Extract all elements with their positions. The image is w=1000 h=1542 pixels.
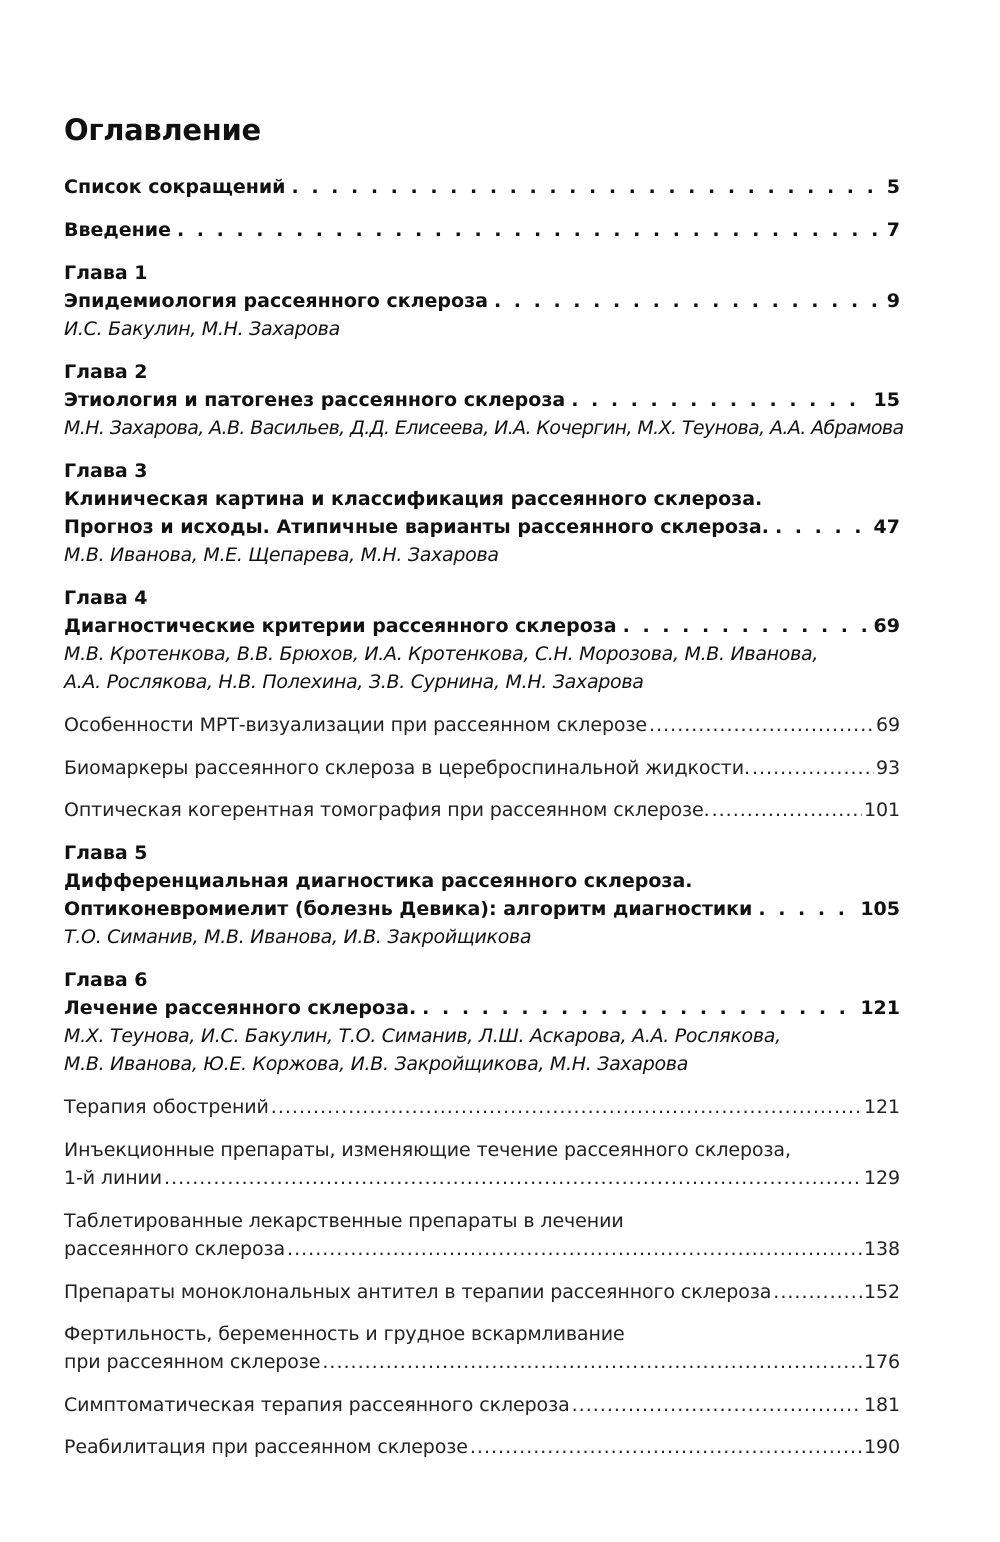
entry-title: при рассеянном склерозе [64, 1351, 321, 1373]
chapter-label: Глава 3 [64, 460, 148, 482]
toc-section-entry[interactable] [64, 1433, 900, 1461]
entry-page: 7 [886, 219, 900, 241]
toc-section-entry[interactable] [64, 1164, 900, 1192]
leader-dots [775, 513, 868, 541]
toc-section-entry[interactable] [64, 1093, 900, 1121]
toc-entry-chapter-5[interactable] [64, 895, 900, 923]
entry-title: Симптоматическая терапия рассеянного склероза [64, 1394, 570, 1416]
toc-entry-chapter-2[interactable] [64, 386, 900, 414]
toc-section-entry[interactable] [64, 1235, 900, 1263]
toc-section-entry[interactable] [64, 711, 900, 739]
entry-title: Особенности МРТ-визуализации при рассеянном склерозе [64, 714, 648, 736]
leader-dots [164, 1164, 862, 1192]
leader-dots [773, 1278, 862, 1306]
toc-section-entry[interactable] [64, 1348, 900, 1376]
entry-title: Терапия обострений [64, 1096, 269, 1118]
chapter-authors: М.В. Иванова, М.Е. Щепарева, М.Н. Захарова [64, 544, 499, 566]
chapter-authors: М.В. Кротенкова, В.В. Брюхов, И.А. Кротенкова, С.Н. Морозова, М.В. Иванова, [64, 643, 819, 665]
chapter-title-line: Клиническая картина и классификация рассеянного склероза. [64, 488, 763, 510]
chapter-title-line: Дифференциальная диагностика рассеянного склероза. [64, 870, 693, 892]
entry-page: 129 [864, 1167, 900, 1189]
entry-page: 181 [864, 1394, 900, 1416]
toc-section-entry[interactable] [64, 1278, 900, 1306]
toc-entry-introduction[interactable] [64, 216, 900, 244]
leader-dots [752, 754, 874, 782]
leader-dots [572, 1391, 862, 1419]
entry-page: 15 [873, 389, 900, 411]
entry-page: 190 [864, 1436, 900, 1458]
entry-page: 93 [876, 757, 900, 779]
entry-page: 105 [860, 898, 900, 920]
entry-title: Оптиконевромиелит (болезнь Девика): алгоритм диагностики [64, 898, 753, 920]
leader-dots [271, 1093, 862, 1121]
leader-dots [287, 1235, 862, 1263]
toc-entry-chapter-4[interactable] [64, 612, 900, 640]
page-title: Оглавление [64, 113, 261, 147]
entry-page: 9 [886, 290, 900, 312]
chapter-authors: М.Х. Теунова, И.С. Бакулин, Т.О. Симанив, Л.Ш. Аскарова, А.А. Рослякова, [64, 1025, 781, 1047]
entry-title: Список сокращений [64, 176, 286, 198]
toc-section-entry[interactable] [64, 754, 900, 782]
entry-title: Лечение рассеянного склероза. [64, 997, 417, 1019]
entry-title: Реабилитация при рассеянном склерозе [64, 1436, 468, 1458]
leader-dots [322, 1348, 862, 1376]
toc-section-entry[interactable] [64, 1391, 900, 1419]
toc-section-title-line: Фертильность, беременность и грудное вскармливание [64, 1323, 625, 1345]
chapter-authors: И.С. Бакулин, М.Н. Захарова [64, 318, 340, 340]
chapter-label: Глава 1 [64, 262, 148, 284]
entry-title: Диагностические критерии рассеянного склероза [64, 615, 617, 637]
entry-title: рассеянного склероза [64, 1238, 286, 1260]
leader-dots [177, 216, 881, 244]
entry-page: 47 [873, 516, 900, 538]
entry-page: 69 [873, 615, 900, 637]
chapter-label: Глава 2 [64, 361, 148, 383]
entry-page: 5 [886, 176, 900, 198]
chapter-authors: А.А. Рослякова, Н.В. Полехина, З.В. Сурнина, М.Н. Захарова [64, 671, 644, 693]
entry-page: 138 [864, 1238, 900, 1260]
entry-page: 101 [864, 799, 900, 821]
entry-page: 69 [876, 714, 900, 736]
entry-page: 121 [860, 997, 900, 1019]
entry-page: 121 [864, 1096, 900, 1118]
entry-title: Введение [64, 219, 171, 241]
chapter-label: Глава 6 [64, 969, 148, 991]
chapter-authors: М.Н. Захарова, А.В. Васильев, Д.Д. Елисеева, И.А. Кочергин, М.Х. Теунова, А.А. Абрамова [64, 417, 904, 439]
leader-dots [292, 173, 881, 201]
toc-entry-chapter-6[interactable] [64, 994, 900, 1022]
leader-dots [758, 895, 854, 923]
entry-page: 176 [864, 1351, 900, 1373]
entry-title: Биомаркеры рассеянного склероза в цереброспинальной жидкости. [64, 757, 750, 779]
toc-entry-abbreviations[interactable] [64, 173, 900, 201]
leader-dots [623, 612, 868, 640]
toc-entry-chapter-3[interactable] [64, 513, 900, 541]
toc-section-title-line: Инъекционные препараты, изменяющие течение рассеянного склероза, [64, 1139, 791, 1161]
entry-title: Прогноз и исходы. Атипичные варианты рассеянного склероза. [64, 516, 769, 538]
toc-section-entry[interactable] [64, 796, 900, 824]
toc-entry-chapter-1[interactable] [64, 287, 900, 315]
entry-title: Оптическая когерентная томография при рассеянном склерозе. [64, 799, 710, 821]
chapter-authors: М.В. Иванова, Ю.Е. Коржова, И.В. Закройщикова, М.Н. Захарова [64, 1053, 689, 1075]
entry-title: 1-й линии [64, 1167, 163, 1189]
chapter-label: Глава 4 [64, 587, 148, 609]
leader-dots [649, 711, 874, 739]
entry-title: Препараты моноклональных антител в терапии рассеянного склероза [64, 1281, 772, 1303]
leader-dots [712, 796, 862, 824]
entry-title: Эпидемиология рассеянного склероза [64, 290, 488, 312]
toc-section-title-line: Таблетированные лекарственные препараты в лечении [64, 1210, 624, 1232]
entry-title: Этиология и патогенез рассеянного склероза [64, 389, 566, 411]
chapter-authors: Т.О. Симанив, М.В. Иванова, И.В. Закройщикова [64, 926, 532, 948]
chapter-label: Глава 5 [64, 842, 148, 864]
leader-dots [470, 1433, 862, 1461]
leader-dots [571, 386, 867, 414]
leader-dots [422, 994, 854, 1022]
leader-dots [494, 287, 881, 315]
entry-page: 152 [864, 1281, 900, 1303]
